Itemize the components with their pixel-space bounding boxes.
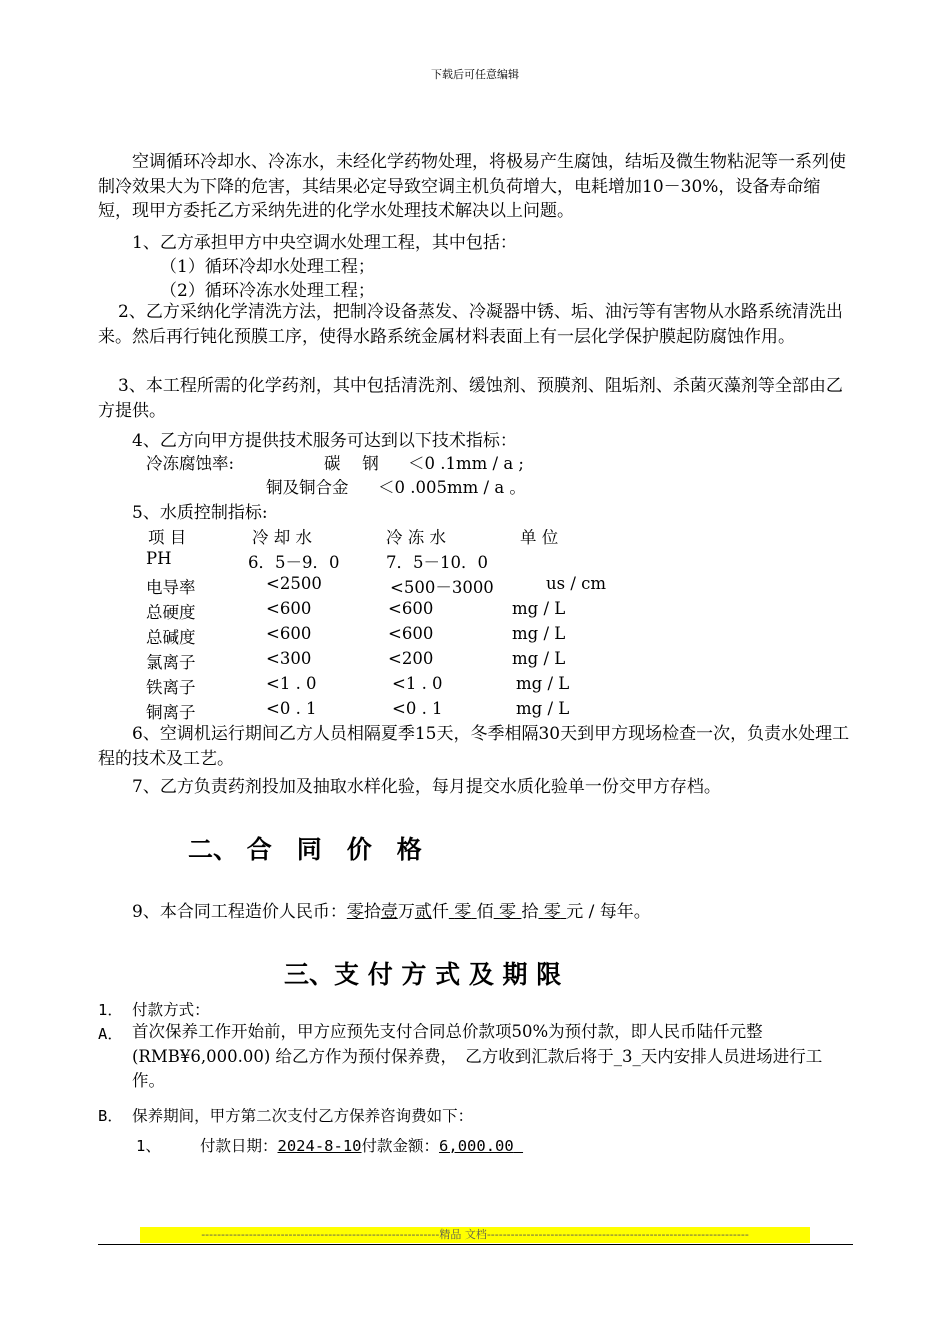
- table-row-alkalinity-chilled: <600: [388, 624, 434, 643]
- table-row-chloride-unit: mg / L: [512, 649, 566, 668]
- payment-amount-value: 6,000.00: [439, 1137, 514, 1155]
- amount-unit: 佰: [476, 902, 494, 922]
- table-row-hardness-cooling: <600: [266, 599, 312, 618]
- payment-amount-label: 付款金额：: [361, 1137, 440, 1155]
- amount-digit: 零: [499, 902, 517, 922]
- item-4: 4、乙方向甲方提供技术服务可达到以下技术指标：: [132, 431, 517, 451]
- table-row-chloride-name: 氯离子: [146, 653, 196, 672]
- header-note: 下载后可任意编辑: [431, 68, 519, 81]
- amount-digit: 零: [346, 902, 364, 922]
- amount-unit: 拾: [521, 902, 539, 922]
- footer-banner: ------------------------------------------------------------精品 文档------------------------------------------------------------------: [140, 1227, 810, 1243]
- footer-divider: [98, 1244, 853, 1245]
- table-row-hardness-unit: mg / L: [512, 599, 566, 618]
- table-row-ph-cooling: 6．5－9．0: [248, 553, 340, 572]
- item-2: 2、乙方采纳化学清洗方法，把制冷设备蒸发、冷凝器中锈、垢、油污等有害物从水路系统清洗出来。然后再行钝化预膜工序，使得水路系统金属材料表面上有一层化学保护膜起防腐蚀作用。: [98, 302, 843, 347]
- amount-digit: 零: [543, 902, 561, 922]
- table-row-hardness-name: 总硬度: [146, 603, 196, 622]
- table-header-cooling: 冷 却 水: [252, 528, 312, 547]
- table-row-copper-chilled: <0 . 1: [392, 699, 443, 718]
- table-row-hardness-chilled: <600: [388, 599, 434, 618]
- amount-unit: 拾: [363, 902, 381, 922]
- table-row-iron-cooling: <1 . 0: [266, 674, 317, 693]
- amount-digit: 零: [454, 902, 472, 922]
- payment-method-heading: 1． 付款方式：: [98, 1001, 210, 1019]
- table-row-alkalinity-cooling: <600: [266, 624, 312, 643]
- item-9: [132, 897, 651, 922]
- item-9-prefix: 9、本合同工程造价人民币：: [132, 902, 347, 922]
- amount-digit: 壹: [380, 902, 398, 922]
- table-row-chloride-chilled: <200: [388, 649, 434, 668]
- section-2-title: 二、 合 同 价 格: [188, 835, 422, 864]
- table-row-copper-cooling: <0 . 1: [266, 699, 317, 718]
- table-row-chloride-cooling: <300: [266, 649, 312, 668]
- payment-row-number: 1、: [136, 1137, 161, 1155]
- table-row-conductivity-chilled: <500－3000: [390, 578, 494, 597]
- item-1-sub-2: （2）循环冷冻水处理工程；: [160, 281, 375, 301]
- item-1: 1、乙方承担甲方中央空调水处理工程，其中包括：: [132, 233, 517, 253]
- table-row-conductivity-cooling: <2500: [266, 574, 322, 593]
- section-3-title: 三、支 付 方 式 及 期 限: [284, 960, 562, 989]
- corrosion-copper-name: 铜及铜合金: [266, 478, 349, 497]
- table-row-iron-unit: mg / L: [516, 674, 570, 693]
- table-row-alkalinity-name: 总碱度: [146, 628, 196, 647]
- table-header-item: 项 目: [148, 528, 187, 547]
- payment-b: B． 保养期间，甲方第二次支付乙方保养咨询费如下：: [98, 1107, 474, 1125]
- table-header-unit: 单 位: [520, 528, 559, 547]
- table-row-iron-name: 铁离子: [146, 678, 196, 697]
- intro-paragraph: 空调循环冷却水、冷冻水，未经化学药物处理，将极易产生腐蚀，结垢及微生物粘泥等一系列使制冷效果大为下降的危害，其结果必定导致空调主机负荷增大，电耗增加10－30%，设备寿命缩短，现甲方委托乙方采纳先进的化学水处理技术解决以上问题。: [98, 152, 846, 221]
- payment-a-label: A．: [98, 1025, 123, 1043]
- table-row-ph-chilled: 7．5－10．0: [386, 553, 488, 572]
- corrosion-steel-name: 碳 钢: [324, 454, 379, 473]
- table-header-chilled: 冷 冻 水: [386, 528, 446, 547]
- table-row-conductivity-name: 电导率: [146, 578, 196, 597]
- payment-date-value: 2024-8-10: [277, 1137, 362, 1155]
- corrosion-label: 冷冻腐蚀率:: [146, 454, 235, 473]
- item-7: 7、乙方负责药剂投加及抽取水样化验，每月提交水质化验单一份交甲方存档。: [132, 777, 721, 797]
- item-3: 3、本工程所需的化学药剂，其中包括清洗剂、缓蚀剂、预膜剂、阻垢剂、杀菌灭藻剂等全部由乙方提供。: [98, 376, 843, 421]
- corrosion-copper-value: ＜0 .005mm / a 。: [378, 478, 526, 497]
- table-row-conductivity-unit: us / cm: [546, 574, 607, 593]
- payment-a-text: 首次保养工作开始前，甲方应预先支付合同总价款项50%为预付款，即人民币陆仟元整(RMB¥6,000.00) 给乙方作为预付保养费， 乙方收到汇款后将于_3_天内安排人员进场进行工作。: [132, 1022, 823, 1090]
- amount-digit: 贰: [414, 902, 432, 922]
- table-row-alkalinity-unit: mg / L: [512, 624, 566, 643]
- amount-unit: 万: [397, 902, 415, 922]
- amount-unit: 元 / 每年。: [566, 902, 651, 922]
- amount-unit: 仟: [431, 902, 449, 922]
- table-row-iron-chilled: <1 . 0: [392, 674, 443, 693]
- payment-date-label: 付款日期：: [200, 1137, 278, 1155]
- table-row-copper-name: 铜离子: [146, 703, 196, 722]
- payment-row: [200, 1134, 523, 1156]
- item-5: 5、水质控制指标:: [132, 503, 268, 523]
- corrosion-steel-value: ＜0 .1mm / a ;: [408, 454, 524, 473]
- item-1-sub-1: （1）循环冷却水处理工程；: [160, 257, 375, 277]
- table-row-copper-unit: mg / L: [516, 699, 570, 718]
- item-6: 6、空调机运行期间乙方人员相隔夏季15天，冬季相隔30天到甲方现场检查一次，负责水处理工程的技术及工艺。: [98, 724, 850, 769]
- table-row-ph-name: PH: [146, 549, 172, 568]
